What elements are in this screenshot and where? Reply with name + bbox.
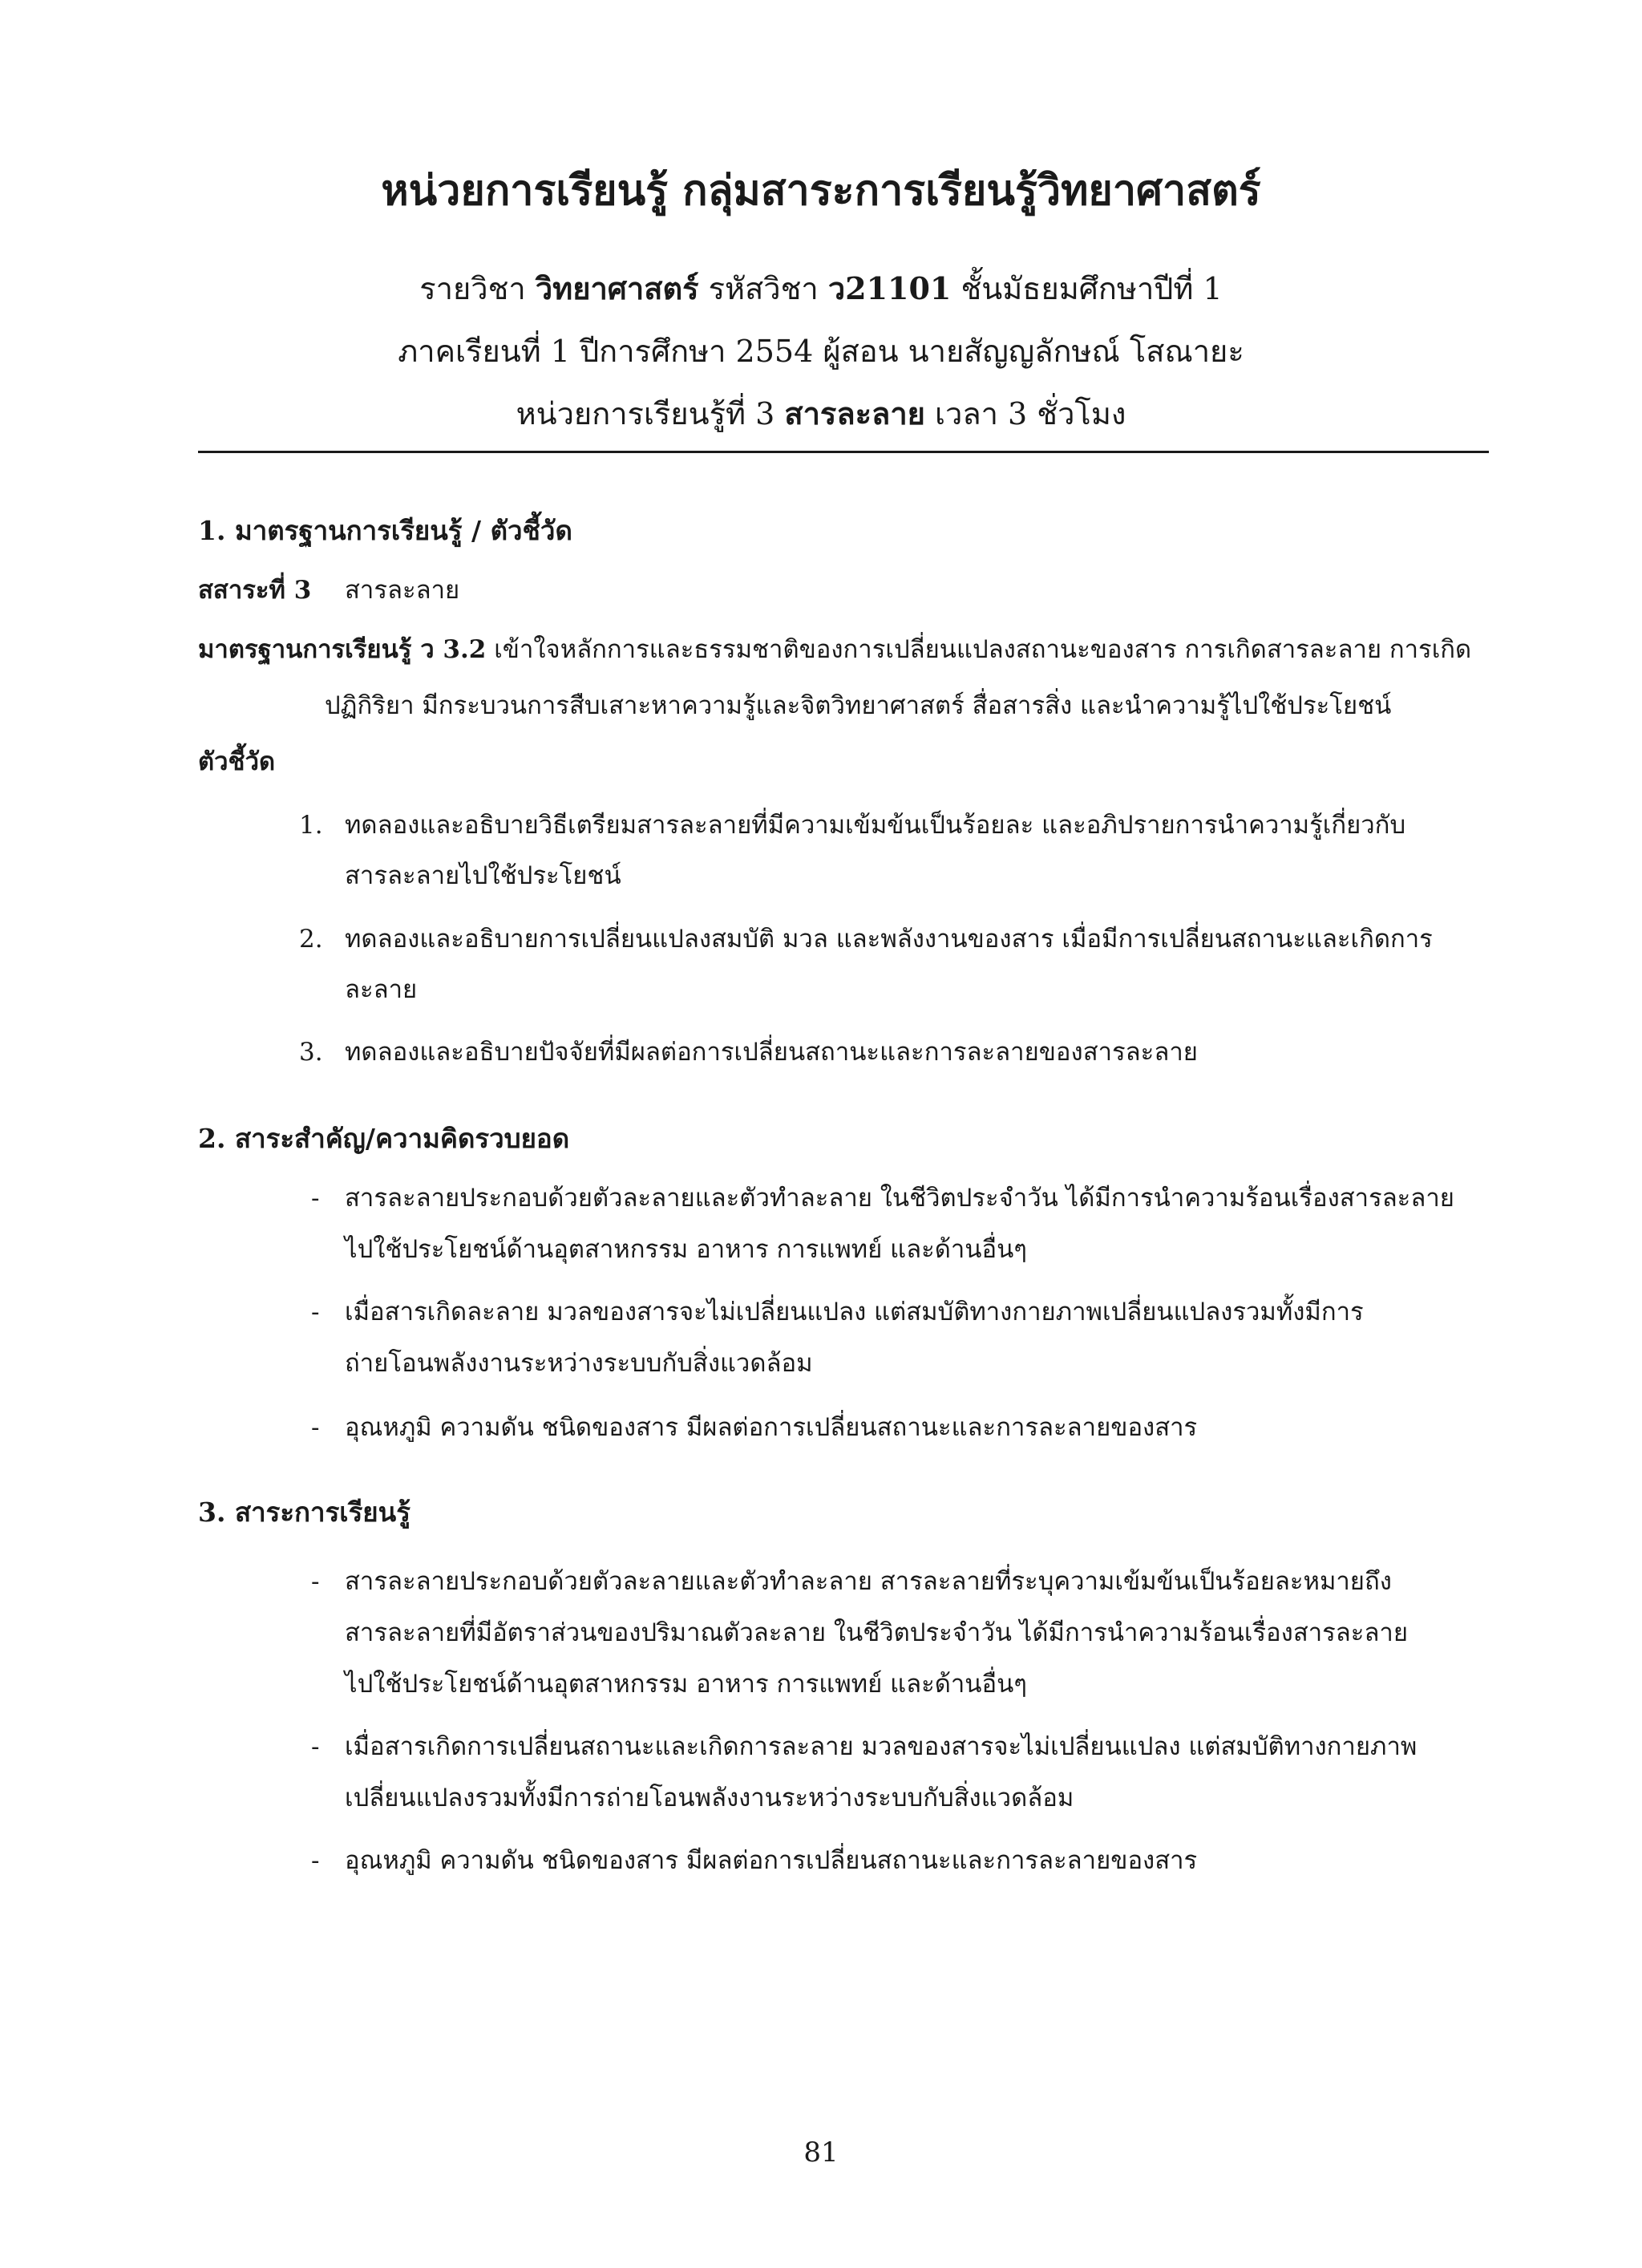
page-number: 81 <box>803 2136 839 2169</box>
content-1-line-2: สารละลายที่มีอัตราส่วนของปริมาณตัวละลาย ในชีวิตประจำวัน ได้มีการนำความร้อนเรื่องสารละลาย <box>345 1618 1409 1647</box>
indicator-2-number: 2. <box>299 925 323 954</box>
section-1-heading: 1. มาตรฐานการเรียนรู้ / ตัวชี้วัด <box>198 515 572 546</box>
key-concept-3-line-1: อุณหภูมิ ความดัน ชนิดของสาร มีผลต่อการเปลี่ยนสถานะและการละลายของสาร <box>345 1413 1198 1442</box>
bullet-dash: - <box>311 1413 320 1442</box>
unit-number: หน่วยการเรียนรู้ที่ 3 <box>516 396 785 431</box>
content-2-line-2: เปลี่ยนแปลงรวมทั้งมีการถ่ายโอนพลังงานระหว่างระบบกับสิ่งแวดล้อม <box>345 1784 1074 1812</box>
standard-line-2: ปฏิกิริยา มีกระบวนการสืบเสาะหาความรู้และจิตวิทยาศาสตร์ สื่อสารสิ่ง และนำความรู้ไปใช้ประโยชน์ <box>325 691 1392 720</box>
course-code: ว21101 <box>827 270 952 306</box>
indicator-3-line-1: ทดลองและอธิบายปัจจัยที่มีผลต่อการเปลี่ยนสถานะและการละลายของสารละลาย <box>345 1038 1198 1067</box>
subject-name: วิทยาศาสตร์ <box>535 270 699 306</box>
standard-text-1: เข้าใจหลักการและธรรมชาติของการเปลี่ยนแปลงสถานะของสาร การเกิดสารละลาย การเกิด <box>486 635 1472 664</box>
indicator-2-line-1: ทดลองและอธิบายการเปลี่ยนแปลงสมบัติ มวล และพลังงานของสาร เมื่อมีการเปลี่ยนสถานะและเกิดการ <box>345 925 1433 954</box>
indicator-1-line-2: สารละลายไปใช้ประโยชน์ <box>345 861 621 890</box>
header-divider <box>198 451 1489 453</box>
semester-info-line: ภาคเรียนที่ 1 ปีการศึกษา 2554 ผู้สอน นายสัญญลักษณ์ โสณายะ <box>398 334 1244 369</box>
bullet-dash: - <box>311 1567 320 1596</box>
bullet-dash: - <box>311 1298 320 1326</box>
strand-value: สารละลาย <box>345 576 460 605</box>
content-2-line-1: เมื่อสารเกิดการเปลี่ยนสถานะและเกิดการละลาย มวลของสารจะไม่เปลี่ยนแปลง แต่สมบัติทางกายภาพ <box>345 1732 1418 1761</box>
unit-name: สารละลาย <box>784 395 925 431</box>
bullet-dash: - <box>311 1184 320 1213</box>
content-1-line-3: ไปใช้ประโยชน์ด้านอุตสาหกรรม อาหาร การแพทย์ และด้านอื่นๆ <box>345 1670 1027 1699</box>
content-1-line-1: สารละลายประกอบด้วยตัวละลายและตัวทำละลาย สารละลายที่ระบุความเข้มข้นเป็นร้อยละหมายถึง <box>345 1567 1392 1596</box>
indicators-label: ตัวชี้วัด <box>198 747 276 776</box>
unit-info-line <box>0 390 1642 438</box>
page-title: หน่วยการเรียนรู้ กลุ่มสาระการเรียนรู้วิทยาศาสตร์ <box>381 166 1261 215</box>
section-3-heading: 3. สาระการเรียนรู้ <box>198 1496 410 1528</box>
bullet-dash: - <box>311 1846 320 1875</box>
course-info-prefix: รายวิชา <box>419 271 536 306</box>
key-concept-2-line-2: ถ่ายโอนพลังงานระหว่างระบบกับสิ่งแวดล้อม <box>345 1349 813 1378</box>
section-2-heading: 2. สาระสำคัญ/ความคิดรวบยอด <box>198 1123 570 1154</box>
content-3-line-1: อุณหภูมิ ความดัน ชนิดของสาร มีผลต่อการเปลี่ยนสถานะและการละลายของสาร <box>345 1846 1198 1875</box>
strand-label: สสาระที่ 3 <box>198 576 312 605</box>
unit-duration: เวลา 3 ชั่วโมง <box>924 396 1126 431</box>
course-info-line <box>0 265 1642 313</box>
key-concept-2-line-1: เมื่อสารเกิดละลาย มวลของสารจะไม่เปลี่ยนแปลง แต่สมบัติทางกายภาพเปลี่ยนแปลงรวมทั้งมีการ <box>345 1298 1364 1326</box>
standard-line-1 <box>198 627 1471 672</box>
key-concept-1-line-2: ไปใช้ประโยชน์ด้านอุตสาหกรรม อาหาร การแพทย์ และด้านอื่นๆ <box>345 1235 1027 1264</box>
bullet-dash: - <box>311 1732 320 1761</box>
course-code-label: รหัสวิชา <box>698 271 828 306</box>
indicator-2-line-2: ละลาย <box>345 975 418 1004</box>
indicator-1-line-1: ทดลองและอธิบายวิธีเตรียมสารละลายที่มีความเข้มข้นเป็นร้อยละ และอภิปรายการนำความรู้เกี่ยวกับ <box>345 811 1406 840</box>
indicator-3-number: 3. <box>299 1038 323 1067</box>
standard-label: มาตรฐานการเรียนรู้ ว 3.2 <box>198 635 487 664</box>
grade-level: ชั้นมัธยมศึกษาปีที่ 1 <box>951 271 1223 306</box>
indicator-1-number: 1. <box>299 811 323 840</box>
key-concept-1-line-1: สารละลายประกอบด้วยตัวละลายและตัวทำละลาย ในชีวิตประจำวัน ได้มีการนำความร้อนเรื่องสารละลาย <box>345 1184 1454 1213</box>
